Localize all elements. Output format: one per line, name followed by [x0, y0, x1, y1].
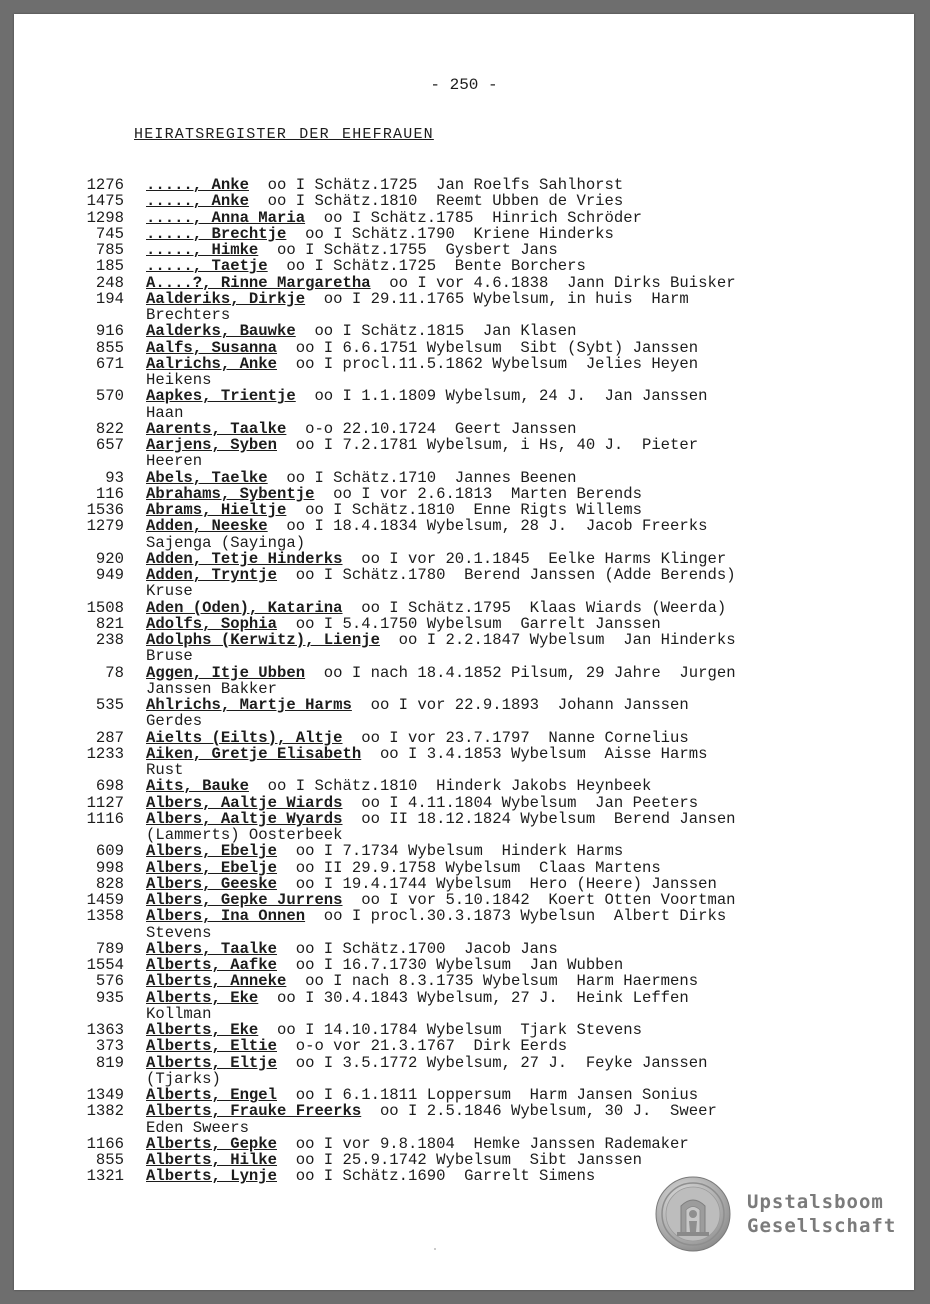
register-entry — [66, 778, 896, 794]
register-entry — [66, 258, 896, 274]
entry-continuation: Kollman — [146, 1004, 212, 1023]
entry-name: Albers, Aaltje Wyards — [146, 809, 343, 828]
entry-details: oo I 14.10.1784 Wybelsum Tjark Stevens — [258, 1021, 642, 1039]
entry-name: Abrams, Hieltje — [146, 501, 287, 519]
entry-details: oo I 5.4.1750 Wybelsum Garrelt Janssen — [277, 614, 661, 633]
entry-continuation: Heeren — [146, 452, 203, 471]
entry-details: oo I 1.1.1809 Wybelsum, 24 J. Jan Janssen — [295, 387, 708, 406]
entry-number: 1475 — [86, 192, 124, 211]
register-entry — [66, 876, 896, 892]
entry-number: 238 — [95, 631, 124, 649]
entry-name: Alberts, Anneke — [146, 972, 287, 991]
entry-name: ....., Brechtje — [146, 224, 287, 243]
entry-details: oo I 2.5.1846 Wybelsum, 30 J. Sweer — [361, 1102, 717, 1121]
entry-number: 1358 — [86, 907, 124, 926]
register-entry — [66, 242, 896, 258]
register-entry — [66, 908, 896, 941]
entry-name: Aits, Bauke — [146, 777, 249, 796]
entry-details: oo I 18.4.1834 Wybelsum, 28 J. Jacob Freerks — [267, 517, 708, 536]
entry-details: oo I 3.5.1772 Wybelsum, 27 J. Feyke Janssen — [277, 1053, 708, 1072]
register-entry — [66, 356, 896, 389]
entry-name: Aalrichs, Anke — [146, 354, 278, 373]
entry-number: 570 — [95, 387, 124, 406]
entry-number: 609 — [95, 842, 124, 861]
register-entry — [66, 697, 896, 730]
entry-number: 855 — [95, 338, 124, 357]
register-entry — [66, 518, 896, 551]
logo-line-1: Upstalsboom — [747, 1191, 884, 1213]
register-entry — [66, 486, 896, 502]
entry-name: Adden, Tetje Hinderks — [146, 549, 343, 568]
entry-details: oo I 7.2.1781 Wybelsum, i Hs, 40 J. Pieter — [277, 436, 699, 454]
entry-name: ....., Taetje — [146, 257, 268, 276]
register-entry — [66, 210, 896, 226]
entry-name: Aarjens, Syben — [146, 436, 278, 454]
entry-details: oo I vor 4.6.1838 Jann Dirks Buisker — [370, 273, 736, 292]
society-name — [747, 1190, 896, 1238]
register-entry — [66, 746, 896, 779]
entry-name: Abrahams, Sybentje — [146, 484, 315, 503]
entry-name: Aggen, Itje Ubben — [146, 663, 306, 682]
register-entry — [66, 665, 896, 698]
society-logo — [655, 1176, 900, 1260]
entry-name: Albers, Gepke Jurrens — [146, 891, 343, 909]
document-page — [14, 14, 914, 1290]
entry-name: Albers, Geeske — [146, 874, 278, 893]
entry-name: Adolphs (Kerwitz), Lienje — [146, 631, 380, 649]
entry-details: oo I procl.30.3.1873 Wybelsun Albert Dirks — [305, 907, 727, 926]
entry-number: 116 — [95, 484, 124, 503]
register-entry — [66, 892, 896, 908]
entry-details: oo I vor 23.7.1797 Nanne Cornelius — [342, 728, 689, 747]
entry-continuation: (Tjarks) — [146, 1069, 221, 1088]
entry-number: 855 — [95, 1151, 124, 1169]
entry-number: 1298 — [86, 208, 124, 227]
entry-number: 576 — [95, 972, 124, 991]
entry-name: Aden (Oden), Katarina — [146, 598, 343, 617]
entry-number: 698 — [95, 777, 124, 796]
entry-name: Aarents, Taalke — [146, 419, 287, 438]
register-entry — [66, 291, 896, 324]
entry-number: 671 — [95, 354, 124, 373]
entry-details: oo I nach 18.4.1852 Pilsum, 29 Jahre Jurgen — [305, 663, 736, 682]
entry-name: Alberts, Frauke Freerks — [146, 1102, 362, 1121]
register-entry — [66, 1152, 896, 1168]
entry-details: oo I Schätz.1710 Jannes Beenen — [267, 468, 577, 487]
entry-details: oo I 30.4.1843 Wybelsum, 27 J. Heink Leffen — [258, 988, 689, 1007]
entry-number: 785 — [95, 241, 124, 259]
entry-number: 1166 — [86, 1134, 124, 1153]
entry-details: oo I 2.2.1847 Wybelsum Jan Hinderks — [379, 631, 736, 649]
entry-name: Alberts, Engel — [146, 1086, 278, 1104]
register-entry — [66, 1038, 896, 1054]
entry-details: oo I 16.7.1730 Wybelsum Jan Wubben — [277, 956, 624, 974]
entry-name: Aielts (Eilts), Altje — [146, 728, 343, 747]
entry-name: ....., Anke — [146, 192, 249, 211]
entry-number: 1279 — [86, 517, 124, 536]
entry-continuation: (Lammerts) Oosterbeek — [146, 826, 343, 844]
entry-number: 949 — [95, 566, 124, 584]
register-entry — [66, 795, 896, 811]
register-entry — [66, 730, 896, 746]
entry-name: Alberts, Eltie — [146, 1037, 278, 1056]
entry-continuation: Janssen Bakker — [146, 679, 278, 698]
entry-details: oo I 19.4.1744 Wybelsum Hero (Heere) Janssen — [277, 874, 717, 893]
entry-continuation: Rust — [146, 761, 184, 779]
register-entry — [66, 177, 896, 193]
entry-details: oo I Schätz.1780 Berend Janssen (Adde Berends) — [277, 566, 736, 584]
entry-number: 828 — [95, 874, 124, 893]
register-entry — [66, 1103, 896, 1136]
entry-details: oo I Schätz.1810 Hinderk Jakobs Heynbeek — [248, 777, 652, 796]
register-entry — [66, 1022, 896, 1038]
entry-number: 1321 — [86, 1167, 124, 1186]
entry-name: Aalfs, Susanna — [146, 338, 278, 357]
register-entry — [66, 275, 896, 291]
entry-name: Alberts, Eke — [146, 988, 259, 1007]
entry-name: Aalderks, Bauwke — [146, 322, 296, 341]
entry-details: oo I nach 8.3.1735 Wybelsum Harm Haermens — [286, 972, 699, 991]
entry-details: oo I vor 5.10.1842 Koert Otten Voortman — [342, 891, 736, 909]
entry-details: oo II 29.9.1758 Wybelsum Claas Martens — [277, 858, 661, 877]
entry-details: oo I vor 22.9.1893 Johann Janssen — [351, 696, 689, 714]
entry-number: 78 — [105, 663, 124, 682]
entry-number: 185 — [95, 257, 124, 276]
entry-details: oo I Schätz.1795 Klaas Wiards (Weerda) — [342, 598, 727, 617]
entry-name: ....., Anke — [146, 176, 249, 194]
seal-icon — [655, 1176, 731, 1252]
entry-name: Aapkes, Trientje — [146, 387, 296, 406]
entry-name: Adden, Tryntje — [146, 566, 278, 584]
entry-details: oo I Schätz.1700 Jacob Jans — [277, 939, 558, 958]
entry-number: 535 — [95, 696, 124, 714]
entry-name: Alberts, Gepke — [146, 1134, 278, 1153]
register-entries — [66, 177, 896, 1185]
entry-name: Aiken, Gretje Elisabeth — [146, 744, 362, 763]
entry-details: oo I 6.1.1811 Loppersum Harm Jansen Sonius — [277, 1086, 699, 1104]
register-entry — [66, 1136, 896, 1152]
entry-number: 916 — [95, 322, 124, 341]
register-entry — [66, 551, 896, 567]
register-entry — [66, 1055, 896, 1088]
register-entry — [66, 957, 896, 973]
entry-name: Alberts, Hilke — [146, 1151, 278, 1169]
entry-details: oo I 4.11.1804 Wybelsum Jan Peeters — [342, 793, 699, 812]
entry-continuation: Kruse — [146, 582, 193, 601]
entry-details: oo I 29.11.1765 Wybelsum, in huis Harm — [305, 289, 689, 308]
entry-number: 1363 — [86, 1021, 124, 1039]
entry-details: oo I vor 2.6.1813 Marten Berends — [314, 484, 642, 503]
entry-name: Ahlrichs, Martje Harms — [146, 696, 352, 714]
entry-details: oo I Schätz.1815 Jan Klasen — [295, 322, 577, 341]
page-number: - 250 - — [430, 76, 498, 94]
entry-number: 373 — [95, 1037, 124, 1056]
register-entry — [66, 616, 896, 632]
register-entry — [66, 502, 896, 518]
entry-details: oo I 3.4.1853 Wybelsum Aisse Harms — [361, 744, 708, 763]
entry-details: oo I procl.11.5.1862 Wybelsum Jelies Heyen — [277, 354, 699, 373]
register-entry — [66, 941, 896, 957]
register-entry — [66, 470, 896, 486]
entry-number: 1349 — [86, 1086, 124, 1104]
entry-number: 819 — [95, 1053, 124, 1072]
entry-number: 998 — [95, 858, 124, 877]
register-entry — [66, 843, 896, 859]
entry-details: oo I Schätz.1810 Enne Rigts Willems — [286, 501, 642, 519]
entry-number: 194 — [95, 289, 124, 308]
entry-details: oo I vor 9.8.1804 Hemke Janssen Rademaker — [277, 1134, 689, 1153]
register-entry — [66, 600, 896, 616]
entry-number: 1233 — [86, 744, 124, 763]
register-entry — [66, 860, 896, 876]
entry-details: oo I Schätz.1785 Hinrich Schröder — [305, 208, 642, 227]
entry-details: oo I vor 20.1.1845 Eelke Harms Klinger — [342, 549, 727, 568]
entry-name: Abels, Taelke — [146, 468, 268, 487]
entry-name: Albers, Ebelje — [146, 858, 278, 877]
entry-continuation: Heikens — [146, 371, 212, 389]
entry-number: 248 — [95, 273, 124, 292]
entry-name: Adolfs, Sophia — [146, 614, 278, 633]
register-entry — [66, 323, 896, 339]
entry-number: 935 — [95, 988, 124, 1007]
entry-details: oo I Schätz.1725 Jan Roelfs Sahlhorst — [248, 176, 624, 194]
entry-details: oo I Schätz.1790 Kriene Hinderks — [286, 224, 614, 243]
register-entry — [66, 567, 896, 600]
entry-name: Albers, Aaltje Wiards — [146, 793, 343, 812]
register-entry — [66, 193, 896, 209]
entry-details: oo I Schätz.1725 Bente Borchers — [267, 257, 586, 276]
entry-number: 1459 — [86, 891, 124, 909]
register-entry — [66, 811, 896, 844]
entry-name: ....., Himke — [146, 241, 259, 259]
entry-continuation: Sajenga (Sayinga) — [146, 533, 306, 552]
entry-details: oo I 7.1734 Wybelsum Hinderk Harms — [277, 842, 624, 861]
entry-number: 920 — [95, 549, 124, 568]
entry-details: oo I Schätz.1755 Gysbert Jans — [258, 241, 558, 259]
logo-line-2: Gesellschaft — [747, 1215, 897, 1237]
entry-continuation: Haan — [146, 403, 184, 422]
entry-number: 657 — [95, 436, 124, 454]
entry-continuation: Gerdes — [146, 712, 203, 731]
entry-continuation: Eden Sweers — [146, 1118, 249, 1137]
entry-name: Albers, Ina Onnen — [146, 907, 306, 926]
register-entry — [66, 388, 896, 421]
register-entry — [66, 632, 896, 665]
entry-name: Albers, Ebelje — [146, 842, 278, 861]
entry-number: 1382 — [86, 1102, 124, 1121]
entry-number: 1536 — [86, 501, 124, 519]
entry-name: Aalderiks, Dirkje — [146, 289, 306, 308]
entry-number: 1508 — [86, 598, 124, 617]
register-entry — [66, 226, 896, 242]
entry-name: Adden, Neeske — [146, 517, 268, 536]
entry-number: 1276 — [86, 176, 124, 194]
entry-number: 1127 — [86, 793, 124, 812]
entry-details: o-o 22.10.1724 Geert Janssen — [286, 419, 577, 438]
register-entry — [66, 340, 896, 356]
entry-name: Albers, Taalke — [146, 939, 278, 958]
register-title: HEIRATSREGISTER DER EHEFRAUEN — [134, 126, 434, 143]
entry-details: oo I 25.9.1742 Wybelsum Sibt Janssen — [277, 1151, 642, 1169]
entry-number: 1554 — [86, 956, 124, 974]
entry-name: Alberts, Eltje — [146, 1053, 278, 1072]
entry-continuation: Brechters — [146, 306, 231, 324]
entry-continuation: Bruse — [146, 647, 193, 666]
entry-name: Alberts, Aafke — [146, 956, 278, 974]
entry-number: 745 — [95, 224, 124, 243]
entry-number: 789 — [95, 939, 124, 958]
entry-number: 93 — [105, 468, 124, 487]
entry-number: 821 — [95, 614, 124, 633]
entry-details: oo I 6.6.1751 Wybelsum Sibt (Sybt) Janssen — [277, 338, 699, 357]
entry-number: 287 — [95, 728, 124, 747]
register-entry — [66, 437, 896, 470]
register-entry — [66, 1087, 896, 1103]
entry-name: Alberts, Lynje — [146, 1167, 278, 1186]
entry-details: oo II 18.12.1824 Wybelsum Berend Jansen — [342, 809, 736, 828]
entry-number: 1116 — [86, 809, 124, 828]
register-entry — [66, 973, 896, 989]
entry-details: o-o vor 21.3.1767 Dirk Eerds — [277, 1037, 568, 1056]
entry-details: oo I Schätz.1810 Reemt Ubben de Vries — [248, 192, 624, 211]
entry-continuation: Stevens — [146, 923, 212, 942]
register-entry — [66, 990, 896, 1023]
entry-name: A....?, Rinne Margaretha — [146, 273, 371, 292]
entry-details: oo I Schätz.1690 Garrelt Simens — [277, 1167, 596, 1186]
entry-name: ....., Anna Maria — [146, 208, 306, 227]
register-entry — [66, 421, 896, 437]
entry-number: 822 — [95, 419, 124, 438]
entry-name: Alberts, Eke — [146, 1021, 259, 1039]
scan-speck — [434, 1248, 436, 1250]
